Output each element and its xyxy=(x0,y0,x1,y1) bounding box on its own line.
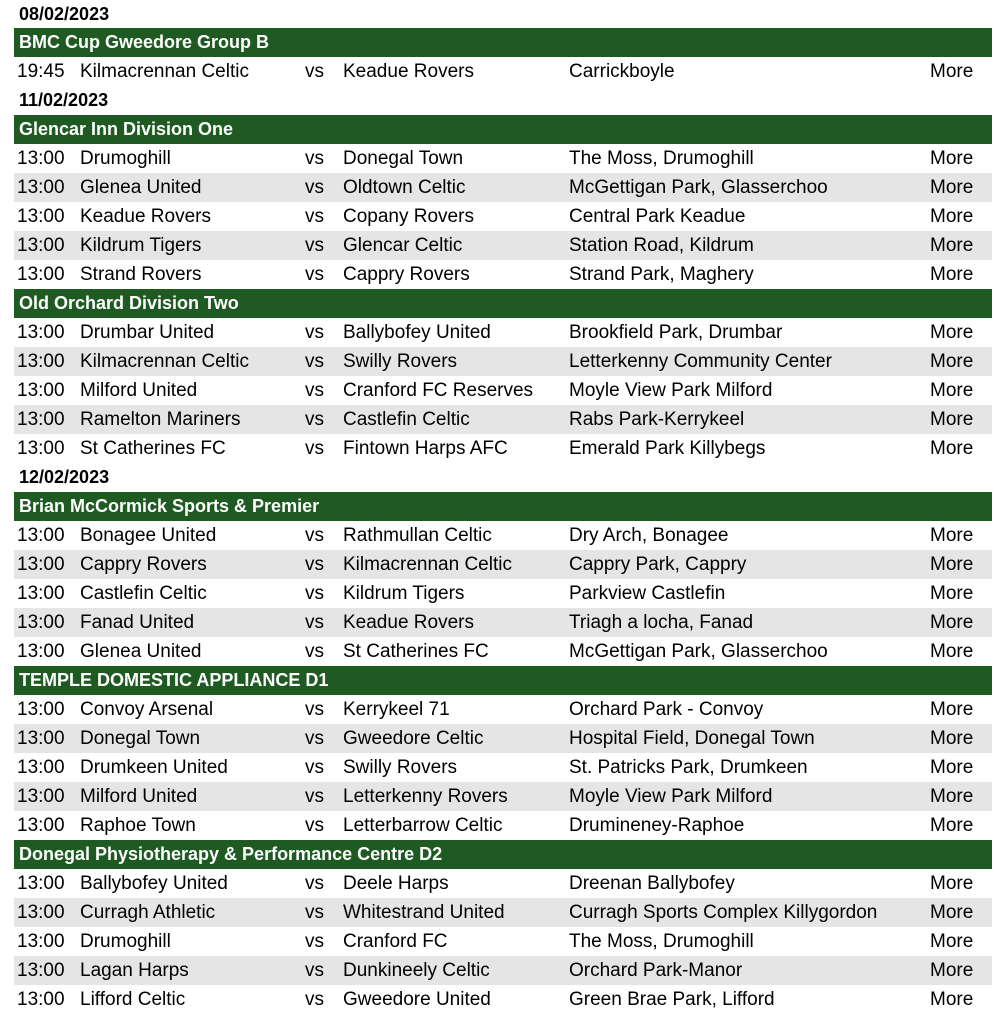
competition-header: Donegal Physiotherapy & Performance Centre D2 xyxy=(14,840,992,869)
away-team: Cranford FC Reserves xyxy=(343,380,534,401)
more-link[interactable]: More xyxy=(930,757,974,778)
versus-label: vs xyxy=(305,206,324,227)
home-team: Fanad United xyxy=(80,612,195,633)
versus-label: vs xyxy=(305,148,324,169)
match-time: 13:00 xyxy=(17,351,65,372)
venue: Dreenan Ballybofey xyxy=(569,873,735,894)
versus-label: vs xyxy=(305,351,324,372)
versus-label: vs xyxy=(305,583,324,604)
more-link[interactable]: More xyxy=(930,931,974,952)
match-row xyxy=(14,434,992,463)
venue: Dry Arch, Bonagee xyxy=(569,525,729,546)
home-team: Bonagee United xyxy=(80,525,217,546)
venue: Brookfield Park, Drumbar xyxy=(569,322,783,343)
venue: Parkview Castlefin xyxy=(569,583,726,604)
match-time: 13:00 xyxy=(17,931,65,952)
away-team: Kerrykeel 71 xyxy=(343,699,450,720)
match-row xyxy=(14,579,992,608)
match-row xyxy=(14,985,992,1014)
match-time: 13:00 xyxy=(17,902,65,923)
venue: Moyle View Park Milford xyxy=(569,380,773,401)
home-team: Glenea United xyxy=(80,177,202,198)
away-team: Oldtown Celtic xyxy=(343,177,466,198)
match-time: 13:00 xyxy=(17,148,65,169)
more-link[interactable]: More xyxy=(930,438,974,459)
more-link[interactable]: More xyxy=(930,786,974,807)
versus-label: vs xyxy=(305,525,324,546)
versus-label: vs xyxy=(305,931,324,952)
away-team: Gweedore Celtic xyxy=(343,728,484,749)
versus-label: vs xyxy=(305,61,324,82)
match-time: 13:00 xyxy=(17,757,65,778)
more-link[interactable]: More xyxy=(930,61,974,82)
match-time: 13:00 xyxy=(17,409,65,430)
venue: Cappry Park, Cappry xyxy=(569,554,747,575)
home-team: Raphoe Town xyxy=(80,815,196,836)
more-link[interactable]: More xyxy=(930,525,974,546)
home-team: Donegal Town xyxy=(80,728,201,749)
more-link[interactable]: More xyxy=(930,148,974,169)
venue: Letterkenny Community Center xyxy=(569,351,832,372)
versus-label: vs xyxy=(305,873,324,894)
home-team: Drumoghill xyxy=(80,148,171,169)
venue: Central Park Keadue xyxy=(569,206,746,227)
match-time: 13:00 xyxy=(17,728,65,749)
more-link[interactable]: More xyxy=(930,206,974,227)
venue: The Moss, Drumoghill xyxy=(569,931,754,952)
away-team: Keadue Rovers xyxy=(343,61,474,82)
versus-label: vs xyxy=(305,264,324,285)
versus-label: vs xyxy=(305,641,324,662)
match-row xyxy=(14,202,992,231)
venue: Green Brae Park, Lifford xyxy=(569,989,775,1010)
away-team: Letterkenny Rovers xyxy=(343,786,508,807)
match-row xyxy=(14,57,992,86)
versus-label: vs xyxy=(305,757,324,778)
away-team: Castlefin Celtic xyxy=(343,409,470,430)
away-team: Whitestrand United xyxy=(343,902,505,923)
away-team: Kildrum Tigers xyxy=(343,583,465,604)
date-heading: 08/02/2023 xyxy=(19,4,110,24)
competition-header: TEMPLE DOMESTIC APPLIANCE D1 xyxy=(14,666,992,695)
home-team: Milford United xyxy=(80,380,198,401)
venue: Hospital Field, Donegal Town xyxy=(569,728,815,749)
match-time: 13:00 xyxy=(17,699,65,720)
date-heading: 11/02/2023 xyxy=(19,90,109,110)
home-team: Cappry Rovers xyxy=(80,554,207,575)
home-team: Kildrum Tigers xyxy=(80,235,202,256)
versus-label: vs xyxy=(305,177,324,198)
venue: Curragh Sports Complex Killygordon xyxy=(569,902,878,923)
match-row xyxy=(14,695,992,724)
away-team: Swilly Rovers xyxy=(343,351,458,372)
venue: Strand Park, Maghery xyxy=(569,264,754,285)
away-team: Copany Rovers xyxy=(343,206,474,227)
home-team: Ramelton Mariners xyxy=(80,409,241,430)
away-team: Rathmullan Celtic xyxy=(343,525,492,546)
venue: Station Road, Kildrum xyxy=(569,235,754,256)
home-team: Glenea United xyxy=(80,641,202,662)
venue: Emerald Park Killybegs xyxy=(569,438,766,459)
match-row xyxy=(14,376,992,405)
home-team: Drumoghill xyxy=(80,931,171,952)
home-team: Convoy Arsenal xyxy=(80,699,214,720)
match-row xyxy=(14,724,992,753)
more-link[interactable]: More xyxy=(930,351,974,372)
away-team: Swilly Rovers xyxy=(343,757,458,778)
away-team: Gweedore United xyxy=(343,989,491,1010)
more-link[interactable]: More xyxy=(930,728,974,749)
match-row xyxy=(14,927,992,956)
away-team: Fintown Harps AFC xyxy=(343,438,508,459)
versus-label: vs xyxy=(305,235,324,256)
competition-header: Old Orchard Division Two xyxy=(14,289,992,318)
away-team: Keadue Rovers xyxy=(343,612,474,633)
match-time: 13:00 xyxy=(17,641,65,662)
home-team: Curragh Athletic xyxy=(80,902,216,923)
more-link[interactable]: More xyxy=(930,322,974,343)
home-team: Castlefin Celtic xyxy=(80,583,207,604)
venue: Orchard Park - Convoy xyxy=(569,699,764,720)
versus-label: vs xyxy=(305,409,324,430)
more-link[interactable]: More xyxy=(930,409,974,430)
more-link[interactable]: More xyxy=(930,960,974,981)
away-team: Glencar Celtic xyxy=(343,235,463,256)
match-row xyxy=(14,869,992,898)
home-team: Kilmacrennan Celtic xyxy=(80,61,249,82)
match-row xyxy=(14,608,992,637)
more-link[interactable]: More xyxy=(930,264,974,285)
match-row xyxy=(14,898,992,927)
venue: Orchard Park-Manor xyxy=(569,960,743,981)
more-link[interactable]: More xyxy=(930,989,974,1010)
home-team: Strand Rovers xyxy=(80,264,202,285)
home-team: St Catherines FC xyxy=(80,438,226,459)
competition-header: Brian McCormick Sports & Premier xyxy=(14,492,992,521)
versus-label: vs xyxy=(305,960,324,981)
match-time: 13:00 xyxy=(17,380,65,401)
away-team: Ballybofey United xyxy=(343,322,491,343)
match-row xyxy=(14,782,992,811)
venue: Moyle View Park Milford xyxy=(569,786,773,807)
match-row xyxy=(14,753,992,782)
home-team: Drumbar United xyxy=(80,322,215,343)
match-row xyxy=(14,231,992,260)
match-row xyxy=(14,637,992,666)
match-time: 13:00 xyxy=(17,554,65,575)
more-link[interactable]: More xyxy=(930,873,974,894)
match-time: 13:00 xyxy=(17,786,65,807)
home-team: Lifford Celtic xyxy=(80,989,186,1010)
match-row xyxy=(14,144,992,173)
venue: Rabs Park-Kerrykeel xyxy=(569,409,745,430)
match-time: 13:00 xyxy=(17,525,65,546)
more-link[interactable]: More xyxy=(930,815,974,836)
away-team: Letterbarrow Celtic xyxy=(343,815,503,836)
match-time: 13:00 xyxy=(17,264,65,285)
match-time: 13:00 xyxy=(17,873,65,894)
match-time: 19:45 xyxy=(17,61,65,82)
more-link[interactable]: More xyxy=(930,177,974,198)
versus-label: vs xyxy=(305,902,324,923)
versus-label: vs xyxy=(305,699,324,720)
away-team: Kilmacrennan Celtic xyxy=(343,554,512,575)
match-time: 13:00 xyxy=(17,960,65,981)
more-link[interactable]: More xyxy=(930,641,974,662)
match-time: 13:00 xyxy=(17,438,65,459)
venue: Drumineney-Raphoe xyxy=(569,815,745,836)
match-row xyxy=(14,550,992,579)
venue: Carrickboyle xyxy=(569,61,675,82)
match-time: 13:00 xyxy=(17,583,65,604)
away-team: Deele Harps xyxy=(343,873,449,894)
home-team: Drumkeen United xyxy=(80,757,228,778)
match-time: 13:00 xyxy=(17,612,65,633)
away-team: Cappry Rovers xyxy=(343,264,470,285)
venue: McGettigan Park, Glasserchoo xyxy=(569,641,828,662)
away-team: Dunkineely Celtic xyxy=(343,960,490,981)
match-row xyxy=(14,811,992,840)
more-link[interactable]: More xyxy=(930,235,974,256)
more-link[interactable]: More xyxy=(930,583,974,604)
match-time: 13:00 xyxy=(17,322,65,343)
match-time: 13:00 xyxy=(17,177,65,198)
date-heading: 12/02/2023 xyxy=(19,467,110,487)
home-team: Lagan Harps xyxy=(80,960,189,981)
match-time: 13:00 xyxy=(17,206,65,227)
venue: St. Patricks Park, Drumkeen xyxy=(569,757,808,778)
fixtures-list xyxy=(14,0,992,1014)
home-team: Keadue Rovers xyxy=(80,206,211,227)
versus-label: vs xyxy=(305,438,324,459)
versus-label: vs xyxy=(305,612,324,633)
match-row xyxy=(14,347,992,376)
more-link[interactable]: More xyxy=(930,612,974,633)
home-team: Milford United xyxy=(80,786,198,807)
match-row xyxy=(14,405,992,434)
home-team: Ballybofey United xyxy=(80,873,228,894)
match-time: 13:00 xyxy=(17,815,65,836)
versus-label: vs xyxy=(305,728,324,749)
versus-label: vs xyxy=(305,989,324,1010)
match-row xyxy=(14,956,992,985)
match-row xyxy=(14,173,992,202)
match-time: 13:00 xyxy=(17,989,65,1010)
home-team: Kilmacrennan Celtic xyxy=(80,351,249,372)
venue: McGettigan Park, Glasserchoo xyxy=(569,177,828,198)
versus-label: vs xyxy=(305,380,324,401)
venue: The Moss, Drumoghill xyxy=(569,148,754,169)
versus-label: vs xyxy=(305,554,324,575)
venue: Triagh a locha, Fanad xyxy=(569,612,754,633)
more-link[interactable]: More xyxy=(930,699,974,720)
competition-header: BMC Cup Gweedore Group B xyxy=(14,28,992,57)
match-time: 13:00 xyxy=(17,235,65,256)
competition-header: Glencar Inn Division One xyxy=(14,115,992,144)
away-team: Donegal Town xyxy=(343,148,464,169)
away-team: St Catherines FC xyxy=(343,641,489,662)
more-link[interactable]: More xyxy=(930,554,974,575)
more-link[interactable]: More xyxy=(930,380,974,401)
versus-label: vs xyxy=(305,322,324,343)
match-row xyxy=(14,521,992,550)
more-link[interactable]: More xyxy=(930,902,974,923)
versus-label: vs xyxy=(305,786,324,807)
match-row xyxy=(14,260,992,289)
versus-label: vs xyxy=(305,815,324,836)
away-team: Cranford FC xyxy=(343,931,448,952)
match-row xyxy=(14,318,992,347)
